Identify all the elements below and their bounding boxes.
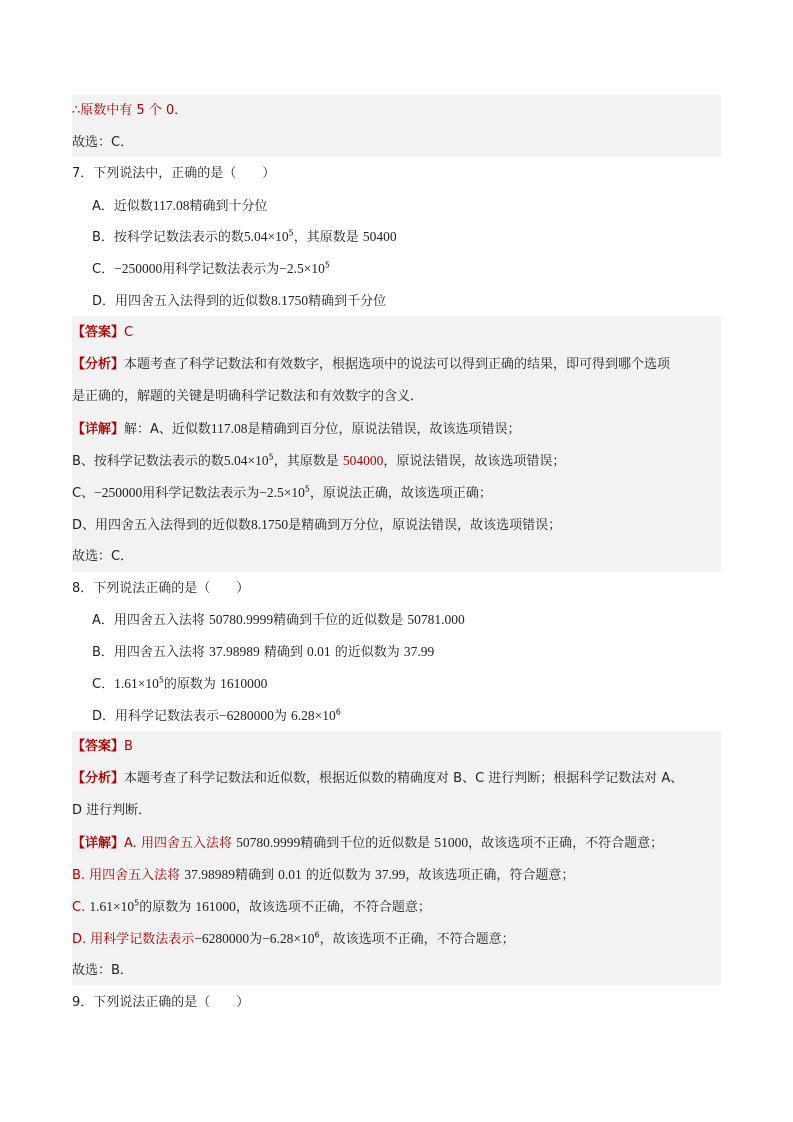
detail-8-line-4: D. 用科学记数法表示−6280000为$-6.28\times 10^6$，故该选项不正确，不符合题意；: [72, 930, 515, 947]
detail-8-line-2: B. 用四舍五入法将 37.98989精确到 0.01 的近似数为 37.99，故该选项正确，符合题意；: [72, 867, 575, 883]
question-7-option-d: D．用四舍五入法得到的近似数8.1750精确到千分位: [92, 293, 387, 309]
selection-7: 故选：C．: [72, 549, 134, 564]
question-8-stem: 8．下列说法正确的是（ ）: [72, 581, 250, 596]
solution-6-line: ∴原数中有 5 个 0．: [72, 103, 188, 118]
question-9-stem: 9．下列说法正确的是（ ）: [72, 995, 250, 1010]
question-7-option-c: C．−250000用科学记数法表示为$-2.5\times 10^5$: [92, 260, 330, 277]
question-8-option-a: A．用四舍五入法将 50780.9999精确到千位的近似数是 50781.000: [92, 612, 465, 628]
analysis-8-line-1: 【分析】本题考查了科学记数法和近似数，根据近似数的精确度对 B、C 进行判断；根据科学记数法对 A、: [72, 771, 684, 786]
analysis-8-line-2: D 进行判断．: [72, 803, 152, 818]
question-8-option-c: C．$1.61\times 10^5$的原数为 1610000: [92, 675, 268, 692]
detail-7-line-3: C、−250000用科学记数法表示为$-2.5\times 10^5$，原说法正确，故该选项正确；: [72, 484, 492, 501]
detail-7-line-1: 【详解】解：A、近似数117.08是精确到百分位，原说法错误，故该选项错误；: [72, 421, 521, 437]
analysis-7-line-2: 是正确的，解题的关键是明确科学记数法和有效数字的含义．: [72, 389, 424, 404]
detail-8-line-1: 【详解】A. 用四舍五入法将 50780.9999精确到千位的近似数是 51000，故该选项不正确，不符合题意；: [72, 835, 664, 851]
question-8-option-b: B．用四舍五入法将 37.98989 精确到 0.01 的近似数为 37.99: [92, 644, 435, 660]
question-8-option-d: D．用科学记数法表示−6280000为 $6.28\times 10^6$: [92, 707, 341, 724]
detail-8-line-3: C. $1.61\times 10^5$的原数为 161000，故该选项不正确，不符合题意；: [72, 898, 431, 915]
selection-8: 故选：B．: [72, 963, 133, 978]
question-7-option-b: B．按科学记数法表示的数$5.04\times 10^5$，其原数是 50400: [92, 228, 397, 245]
solution-6-selection: 故选：C．: [72, 135, 134, 150]
answer-8: 【答案】B: [72, 739, 133, 754]
question-7-option-a: A．近似数117.08精确到十分位: [92, 198, 268, 214]
question-7-stem: 7．下列说法中，正确的是（ ）: [72, 166, 276, 181]
detail-7-line-4: D、用四舍五入法得到的近似数8.1750是精确到万分位，原说法错误，故该选项错误；: [72, 517, 562, 533]
answer-7: 【答案】C: [72, 325, 134, 340]
analysis-7-line-1: 【分析】本题考查了科学记数法和有效数字，根据选项中的说法可以得到正确的结果，即可得到哪个选项: [72, 357, 671, 372]
detail-7-line-2: B、按科学记数法表示的数$5.04\times 10^5$，其原数是 504000，原说法错误，故该选项错误；: [72, 452, 566, 469]
